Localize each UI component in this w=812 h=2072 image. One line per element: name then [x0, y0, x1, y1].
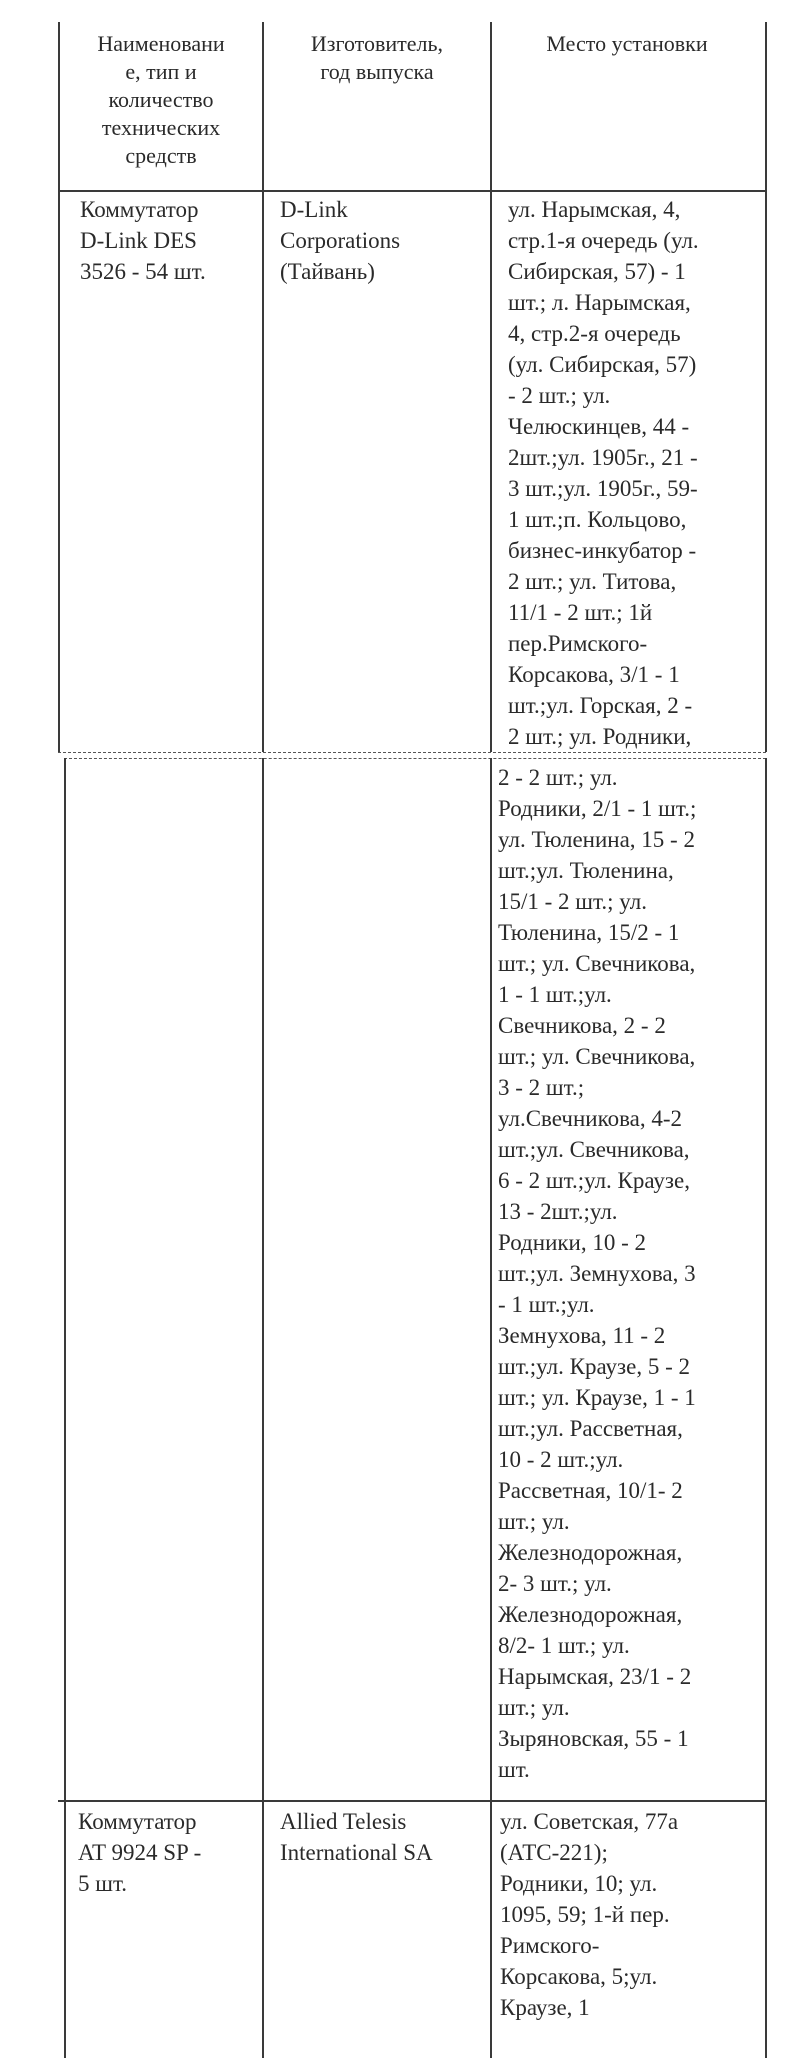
- grid-hline-header-bottom: [58, 190, 766, 192]
- grid-vline-2-top: [490, 22, 492, 752]
- grid-vline-2-bottom: [490, 758, 492, 2058]
- row2-manufacturer: Allied Telesis International SA: [280, 1809, 433, 1865]
- row1-location-part2: 2 - 2 шт.; ул. Родники, 2/1 - 1 шт.; ул. Тюленина, 15 - 2 шт.;ул. Тюленина, 15/1 - 2 шт.; ул. Тюленина, 15/2 - 1 шт.; ул. Свечникова, 1 - 1 шт.;ул. Свечникова, 2 - 2 шт.; ул. Свечникова, 3 - 2 шт.; ул.Свечникова, 4-2 шт.;ул. Свечникова, 6 - 2 шт.;ул. Краузе, 13 - 2шт.;ул. Родники, 10 - 2 шт.;ул. Земнухова, 3 - 1 шт.;ул. Земнухова, 11 - 2 шт.;ул. Краузе, 5 - 2 шт.; ул. Краузе, 1 - 1 шт.;ул. Рассветная, 10 - 2 шт.;ул. Рассветная, 10/1- 2 шт.; ул. Железнодорожная, 2- 3 шт.; ул. Железнодорожная, 8/2- 1 шт.; ул. Нарымская, 23/1 - 2 шт.; ул. Зыряновская, 55 - 1 шт.: [498, 765, 697, 1782]
- grid-vline-left-top: [58, 22, 60, 752]
- grid-hline-page-break-top: [58, 752, 766, 753]
- row1-name: Коммутатор D-Link DES 3526 - 54 шт.: [80, 197, 206, 284]
- header-manufacturer: Изготовитель, год выпуска: [310, 31, 444, 84]
- grid-hline-row2-top: [58, 1800, 766, 1802]
- row1-manufacturer: D-Link Corporations (Тайвань): [280, 197, 401, 284]
- row2-location: ул. Советская, 77а (АТС-221); Родники, 10; ул. 1095, 59; 1-й пер. Римского- Корсакова, 5;ул. Краузе, 1: [500, 1809, 679, 2020]
- grid-vline-left-bottom: [64, 758, 66, 2058]
- row1-location-part1: ул. Нарымская, 4, стр.1-я очередь (ул. Сибирская, 57) - 1 шт.; л. Нарымская, 4, стр.2-я очередь (ул. Сибирская, 57) - 2 шт.; ул. Челюскинцев, 44 - 2шт.;ул. 1905г., 21 - 3 шт.;ул. 1905г., 59- 1 шт.;п. Кольцово, бизнес-инкубатор - 2 шт.; ул. Титова, 11/1 - 2 шт.; 1й пер.Римского- Корсакова, 3/1 - 1 шт.;ул. Горская, 2 - 2 шт.; ул. Родники,: [508, 197, 699, 749]
- row2-name: Коммутатор AT 9924 SP - 5 шт.: [78, 1809, 202, 1896]
- grid-vline-right-bottom: [765, 758, 767, 2058]
- header-name: Наименовани е, тип и количество технических средств: [97, 31, 225, 168]
- grid-vline-1-top: [262, 22, 264, 752]
- grid-vline-1-bottom: [262, 758, 264, 2058]
- grid-vline-right-top: [765, 22, 767, 752]
- header-location: Место установки: [546, 31, 708, 56]
- grid-hline-page-break-bottom: [64, 758, 766, 759]
